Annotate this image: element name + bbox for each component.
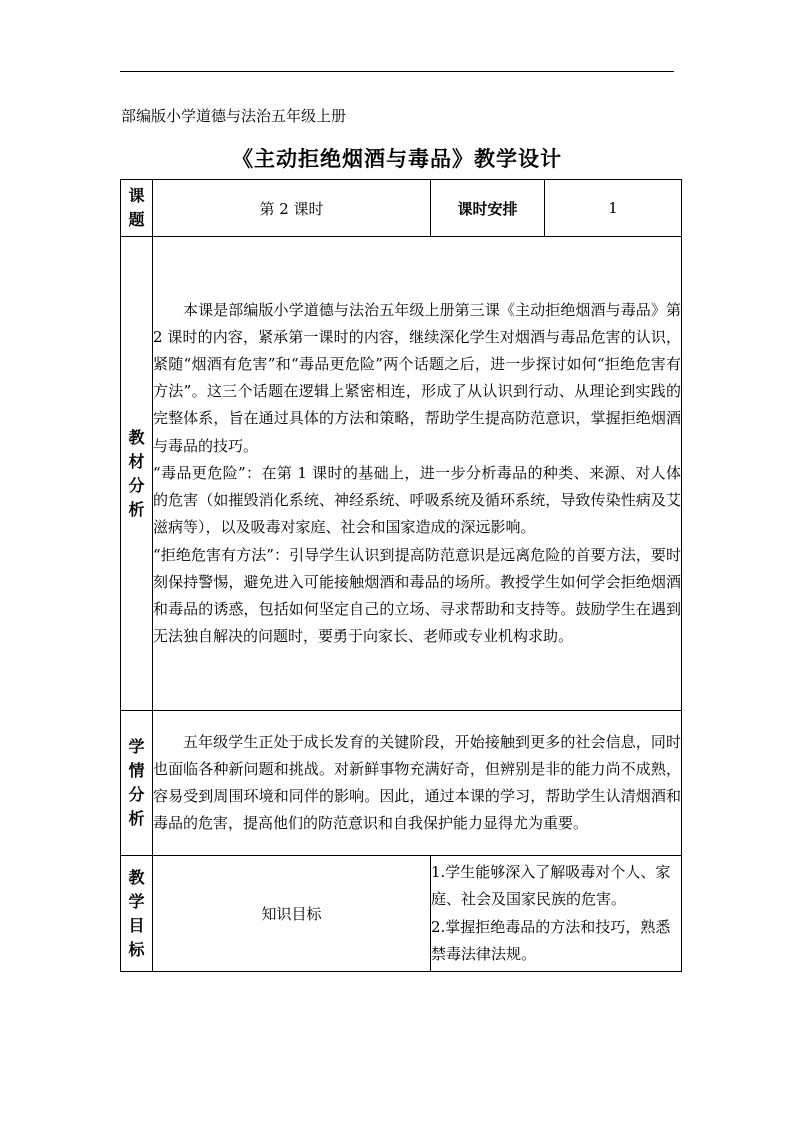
lesson-plan-table [120,179,682,972]
schedule-value: 1 [545,180,682,237]
document-title: 《主动拒绝烟酒与毒品》教学设计 [232,146,562,171]
topic-row [121,180,682,237]
goal-category: 知识目标 [153,856,431,972]
header-rule [120,71,674,72]
student-paragraph: 五年级学生正处于成长发育的关键阶段，开始接触到更多的社会信息，同时也面临各种新问题和挑战。对新鲜事物充满好奇，但辨别是非的能力尚不成熟，容易受到周围环境和同伴的影响。因此，通过本课的学习，帮助学生认清烟酒和毒品的危害，提高他们的防范意识和自我保护能力显得尤为重要。 [153,732,681,833]
material-paragraph: “毒品更危险”：在第 1 课时的基础上，进一步分析毒品的种类、来源、对人体的危害（如摧毁消化系统、神经系统、呼吸系统及循环系统，导致传染性病及艾滋病等），以及吸毒对家庭、社会和国家造成的深远影响。 [153,463,681,537]
material-analysis-label: 教 材 分 析 [121,237,153,711]
student-analysis-label: 学 情 分 析 [121,711,153,856]
teaching-goals-label: 教 学 目 标 [121,856,153,972]
material-analysis-content [153,237,682,711]
goal-item: 2.掌握拒绝毒品的方法和技巧，熟悉禁毒法律法规。 [431,917,671,963]
material-paragraph: “拒绝危害有方法”：引导学生认识到提高防范意识是远离危险的首要方法，要时刻保持警惕，避免进入可能接触烟酒和毒品的场所。教授学生如何学会拒绝烟酒和毒品的诱惑，包括如何坚定自己的立场、寻求帮助和支持等。鼓励学生在遇到无法独自解决的问题时，要勇于向家长、老师或专业机构求助。 [153,545,681,646]
student-analysis-content [153,711,682,856]
topic-label: 课 题 [121,180,153,237]
schedule-label: 课时安排 [431,180,545,237]
teaching-goals-row [121,856,682,972]
document-subtitle: 部编版小学道德与法治五年级上册 [121,107,347,125]
goal-item: 1.学生能够深入了解吸毒对个人、家庭、社会及国家民族的危害。 [431,862,671,909]
material-paragraph: 本课是部编版小学道德与法治五年级上册第三课《主动拒绝烟酒与毒品》第 2 课时的内容，紧承第一课时的内容，继续深化学生对烟酒与毒品危害的认识，紧随“烟酒有危害”和“毒品更危险”两个话题之后，进一步探讨如何“拒绝危害有方法”。这三个话题在逻辑上紧密相连，形成了从认识到行动、从理论到实践的完整体系，旨在通过具体的方法和策略，帮助学生提高防范意识，掌握拒绝烟酒与毒品的技巧。 [153,300,681,455]
material-analysis-row [121,237,682,711]
lesson-number: 第 2 课时 [153,180,431,237]
student-analysis-row [121,711,682,856]
goal-items [431,856,682,972]
